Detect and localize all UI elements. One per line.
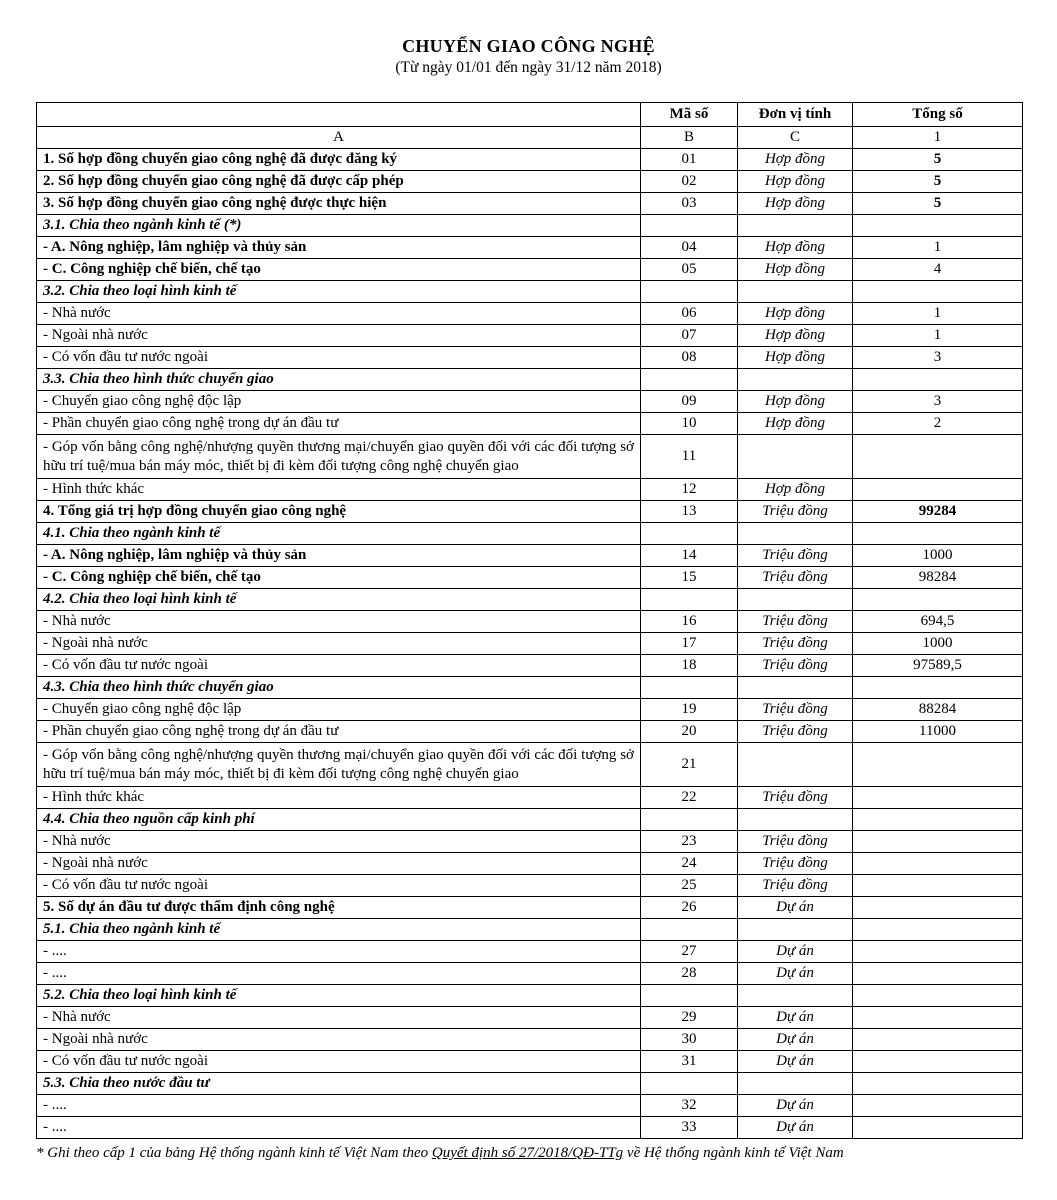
row-label-cell: - Ngoài nhà nước xyxy=(37,633,641,655)
row-label-cell: - Có vốn đầu tư nước ngoài xyxy=(37,347,641,369)
row-code-cell xyxy=(641,215,738,237)
row-unit-cell: Triệu đồng xyxy=(738,501,853,523)
row-code-cell: 16 xyxy=(641,611,738,633)
row-unit-cell: Triệu đồng xyxy=(738,787,853,809)
table-row xyxy=(37,391,1023,413)
table-row xyxy=(37,237,1023,259)
row-code-cell xyxy=(641,523,738,545)
table-row xyxy=(37,787,1023,809)
row-code-cell xyxy=(641,369,738,391)
row-total-cell: 5 xyxy=(853,149,1023,171)
table-row xyxy=(37,303,1023,325)
row-code-cell: 31 xyxy=(641,1051,738,1073)
row-code-cell: 15 xyxy=(641,567,738,589)
row-label-cell: - .... xyxy=(37,963,641,985)
row-label-cell: - Chuyển giao công nghệ độc lập xyxy=(37,699,641,721)
row-total-cell xyxy=(853,523,1023,545)
row-label-cell: - Có vốn đầu tư nước ngoài xyxy=(37,655,641,677)
row-unit-cell xyxy=(738,435,853,479)
row-code-cell xyxy=(641,281,738,303)
row-unit-cell: Triệu đồng xyxy=(738,831,853,853)
row-code-cell: 10 xyxy=(641,413,738,435)
technology-transfer-table xyxy=(36,102,1023,1139)
row-unit-cell: Hợp đồng xyxy=(738,413,853,435)
header-total: Tổng số xyxy=(853,103,1023,127)
table-row xyxy=(37,677,1023,699)
row-label-cell: - C. Công nghiệp chế biến, chế tạo xyxy=(37,259,641,281)
table-row xyxy=(37,1073,1023,1095)
table-row xyxy=(37,193,1023,215)
row-code-cell: 20 xyxy=(641,721,738,743)
row-total-cell xyxy=(853,215,1023,237)
row-label-cell: 5.2. Chia theo loại hình kinh tế xyxy=(37,985,641,1007)
row-total-cell: 1 xyxy=(853,325,1023,347)
row-code-cell xyxy=(641,677,738,699)
row-code-cell: 29 xyxy=(641,1007,738,1029)
table-row xyxy=(37,171,1023,193)
footnote-text-post: về Hệ thống ngành kinh tế Việt Nam xyxy=(623,1145,844,1161)
row-unit-cell: Triệu đồng xyxy=(738,567,853,589)
row-code-cell: 04 xyxy=(641,237,738,259)
table-row xyxy=(37,699,1023,721)
row-label-cell: - Ngoài nhà nước xyxy=(37,853,641,875)
table-row xyxy=(37,1117,1023,1139)
table-row xyxy=(37,1007,1023,1029)
table-row xyxy=(37,259,1023,281)
row-code-cell: 05 xyxy=(641,259,738,281)
table-row xyxy=(37,941,1023,963)
row-label-cell: - Nhà nước xyxy=(37,831,641,853)
table-row xyxy=(37,633,1023,655)
row-unit-cell xyxy=(738,677,853,699)
row-total-cell xyxy=(853,743,1023,787)
table-row xyxy=(37,897,1023,919)
row-code-cell: 02 xyxy=(641,171,738,193)
table-row xyxy=(37,479,1023,501)
row-unit-cell: Hợp đồng xyxy=(738,259,853,281)
row-total-cell xyxy=(853,369,1023,391)
table-header-key-row xyxy=(37,127,1023,149)
footnote-text-pre: * Ghi theo cấp 1 của bảng Hệ thống ngành kinh tế Việt Nam theo xyxy=(36,1145,432,1161)
table-row xyxy=(37,149,1023,171)
row-unit-cell: Dự án xyxy=(738,897,853,919)
table-body xyxy=(37,149,1023,1139)
table-row xyxy=(37,347,1023,369)
row-unit-cell: Hợp đồng xyxy=(738,391,853,413)
row-label-cell: 2. Số hợp đồng chuyển giao công nghệ đã được cấp phép xyxy=(37,171,641,193)
row-code-cell: 19 xyxy=(641,699,738,721)
row-code-cell: 09 xyxy=(641,391,738,413)
table-row xyxy=(37,721,1023,743)
row-total-cell xyxy=(853,589,1023,611)
row-unit-cell: Hợp đồng xyxy=(738,479,853,501)
row-unit-cell: Dự án xyxy=(738,1095,853,1117)
row-unit-cell: Dự án xyxy=(738,1051,853,1073)
row-unit-cell xyxy=(738,369,853,391)
table-row xyxy=(37,567,1023,589)
row-label-cell: 5. Số dự án đầu tư được thẩm định công nghệ xyxy=(37,897,641,919)
table-row xyxy=(37,963,1023,985)
row-label-cell: - Chuyển giao công nghệ độc lập xyxy=(37,391,641,413)
table-row xyxy=(37,325,1023,347)
row-total-cell: 3 xyxy=(853,347,1023,369)
row-total-cell xyxy=(853,809,1023,831)
row-total-cell xyxy=(853,963,1023,985)
row-code-cell: 08 xyxy=(641,347,738,369)
row-unit-cell xyxy=(738,281,853,303)
row-unit-cell: Dự án xyxy=(738,1117,853,1139)
row-total-cell xyxy=(853,875,1023,897)
row-total-cell: 5 xyxy=(853,193,1023,215)
row-total-cell xyxy=(853,897,1023,919)
row-unit-cell: Hợp đồng xyxy=(738,171,853,193)
row-total-cell: 694,5 xyxy=(853,611,1023,633)
row-label-cell: - Nhà nước xyxy=(37,303,641,325)
row-total-cell xyxy=(853,1051,1023,1073)
row-unit-cell: Hợp đồng xyxy=(738,237,853,259)
row-label-cell: - C. Công nghiệp chế biến, chế tạo xyxy=(37,567,641,589)
row-unit-cell: Hợp đồng xyxy=(738,347,853,369)
row-total-cell xyxy=(853,479,1023,501)
table-row xyxy=(37,215,1023,237)
row-label-cell: - Ngoài nhà nước xyxy=(37,325,641,347)
row-total-cell: 2 xyxy=(853,413,1023,435)
row-label-cell: - Phần chuyển giao công nghệ trong dự án đầu tư xyxy=(37,413,641,435)
row-code-cell: 18 xyxy=(641,655,738,677)
row-code-cell: 32 xyxy=(641,1095,738,1117)
table-row xyxy=(37,1051,1023,1073)
row-label-cell: 4.3. Chia theo hình thức chuyển giao xyxy=(37,677,641,699)
row-label-cell: 4. Tổng giá trị hợp đồng chuyển giao công nghệ xyxy=(37,501,641,523)
row-unit-cell: Triệu đồng xyxy=(738,633,853,655)
row-total-cell: 5 xyxy=(853,171,1023,193)
row-unit-cell: Triệu đồng xyxy=(738,699,853,721)
row-unit-cell: Hợp đồng xyxy=(738,325,853,347)
row-label-cell: - A. Nông nghiệp, lâm nghiệp và thủy sản xyxy=(37,545,641,567)
row-code-cell: 12 xyxy=(641,479,738,501)
row-code-cell: 21 xyxy=(641,743,738,787)
table-row xyxy=(37,523,1023,545)
row-total-cell xyxy=(853,1117,1023,1139)
table-row xyxy=(37,281,1023,303)
row-label-cell: - Ngoài nhà nước xyxy=(37,1029,641,1051)
table-row xyxy=(37,589,1023,611)
table-header-row xyxy=(37,103,1023,127)
row-label-cell: - A. Nông nghiệp, lâm nghiệp và thủy sản xyxy=(37,237,641,259)
table-row xyxy=(37,1095,1023,1117)
row-unit-cell xyxy=(738,1073,853,1095)
page-subtitle: (Từ ngày 01/01 đến ngày 31/12 năm 2018) xyxy=(395,59,662,76)
row-code-cell: 24 xyxy=(641,853,738,875)
row-total-cell: 88284 xyxy=(853,699,1023,721)
table-row xyxy=(37,369,1023,391)
row-label-cell: - Nhà nước xyxy=(37,611,641,633)
row-code-cell: 27 xyxy=(641,941,738,963)
row-code-cell xyxy=(641,985,738,1007)
row-code-cell: 30 xyxy=(641,1029,738,1051)
row-code-cell: 07 xyxy=(641,325,738,347)
row-unit-cell: Dự án xyxy=(738,1007,853,1029)
table-row xyxy=(37,919,1023,941)
row-label-cell: 5.1. Chia theo ngành kinh tế xyxy=(37,919,641,941)
table-row xyxy=(37,501,1023,523)
row-unit-cell: Dự án xyxy=(738,963,853,985)
table-row xyxy=(37,1029,1023,1051)
row-unit-cell xyxy=(738,589,853,611)
row-total-cell xyxy=(853,831,1023,853)
row-code-cell: 23 xyxy=(641,831,738,853)
table-row xyxy=(37,985,1023,1007)
row-total-cell: 1000 xyxy=(853,633,1023,655)
row-code-cell xyxy=(641,589,738,611)
row-code-cell: 03 xyxy=(641,193,738,215)
row-total-cell: 3 xyxy=(853,391,1023,413)
footnote xyxy=(36,1145,1022,1162)
row-label-cell: - Góp vốn bằng công nghệ/nhượng quyền thương mại/chuyển giao quyền đối với các đối tượng sở hữu trí tuệ/mua bán máy móc, thiết bị đi kèm đối tượng công nghệ chuyển giao xyxy=(37,743,641,787)
header-indicator xyxy=(37,103,641,127)
row-total-cell xyxy=(853,281,1023,303)
table-row xyxy=(37,743,1023,787)
row-label-cell: 4.1. Chia theo ngành kinh tế xyxy=(37,523,641,545)
row-unit-cell: Hợp đồng xyxy=(738,303,853,325)
table-row xyxy=(37,413,1023,435)
row-unit-cell: Triệu đồng xyxy=(738,721,853,743)
row-code-cell xyxy=(641,919,738,941)
row-total-cell xyxy=(853,941,1023,963)
row-label-cell: 3.2. Chia theo loại hình kinh tế xyxy=(37,281,641,303)
row-code-cell: 28 xyxy=(641,963,738,985)
row-unit-cell xyxy=(738,985,853,1007)
row-unit-cell: Triệu đồng xyxy=(738,655,853,677)
row-label-cell: 5.3. Chia theo nước đầu tư xyxy=(37,1073,641,1095)
row-label-cell: - .... xyxy=(37,1095,641,1117)
row-code-cell: 11 xyxy=(641,435,738,479)
row-total-cell: 4 xyxy=(853,259,1023,281)
row-unit-cell: Triệu đồng xyxy=(738,875,853,897)
row-unit-cell: Dự án xyxy=(738,941,853,963)
row-total-cell: 1000 xyxy=(853,545,1023,567)
row-label-cell: - Hình thức khác xyxy=(37,787,641,809)
row-total-cell xyxy=(853,1007,1023,1029)
row-total-cell: 1 xyxy=(853,303,1023,325)
row-label-cell: - Có vốn đầu tư nước ngoài xyxy=(37,1051,641,1073)
header-key-1: 1 xyxy=(853,127,1023,149)
row-unit-cell: Triệu đồng xyxy=(738,853,853,875)
row-total-cell: 11000 xyxy=(853,721,1023,743)
row-unit-cell: Triệu đồng xyxy=(738,545,853,567)
row-total-cell xyxy=(853,677,1023,699)
row-code-cell: 14 xyxy=(641,545,738,567)
row-code-cell xyxy=(641,1073,738,1095)
row-total-cell: 97589,5 xyxy=(853,655,1023,677)
header-key-c: C xyxy=(738,127,853,149)
row-label-cell: - Có vốn đầu tư nước ngoài xyxy=(37,875,641,897)
table-row xyxy=(37,875,1023,897)
row-unit-cell xyxy=(738,215,853,237)
row-unit-cell xyxy=(738,809,853,831)
footnote-decision-reference: Quyết định số 27/2018/QĐ-TTg xyxy=(431,1145,624,1161)
table-row xyxy=(37,435,1023,479)
row-code-cell: 33 xyxy=(641,1117,738,1139)
row-total-cell: 99284 xyxy=(853,501,1023,523)
row-total-cell: 1 xyxy=(853,237,1023,259)
row-label-cell: - Nhà nước xyxy=(37,1007,641,1029)
row-code-cell: 26 xyxy=(641,897,738,919)
row-total-cell xyxy=(853,1095,1023,1117)
row-label-cell: - Phần chuyển giao công nghệ trong dự án đầu tư xyxy=(37,721,641,743)
row-code-cell xyxy=(641,809,738,831)
row-total-cell: 98284 xyxy=(853,567,1023,589)
row-code-cell: 06 xyxy=(641,303,738,325)
row-label-cell: 1. Số hợp đồng chuyển giao công nghệ đã được đăng ký xyxy=(37,149,641,171)
row-total-cell xyxy=(853,985,1023,1007)
page-title: CHUYỂN GIAO CÔNG NGHỆ xyxy=(402,36,655,56)
row-label-cell: 3. Số hợp đồng chuyển giao công nghệ được thực hiện xyxy=(37,193,641,215)
row-unit-cell xyxy=(738,523,853,545)
row-unit-cell: Triệu đồng xyxy=(738,611,853,633)
row-total-cell xyxy=(853,435,1023,479)
header-unit: Đơn vị tính xyxy=(738,103,853,127)
row-label-cell: 3.3. Chia theo hình thức chuyển giao xyxy=(37,369,641,391)
row-unit-cell xyxy=(738,743,853,787)
row-code-cell: 13 xyxy=(641,501,738,523)
row-unit-cell xyxy=(738,919,853,941)
row-code-cell: 01 xyxy=(641,149,738,171)
row-label-cell: - .... xyxy=(37,1117,641,1139)
row-label-cell: - .... xyxy=(37,941,641,963)
row-code-cell: 17 xyxy=(641,633,738,655)
header-key-b: B xyxy=(641,127,738,149)
row-total-cell xyxy=(853,919,1023,941)
table-row xyxy=(37,853,1023,875)
header-code: Mã số xyxy=(641,103,738,127)
row-label-cell: - Góp vốn bằng công nghệ/nhượng quyền thương mại/chuyển giao quyền đối với các đối tượng sở hữu trí tuệ/mua bán máy móc, thiết bị đi kèm đối tượng công nghệ chuyển giao xyxy=(37,435,641,479)
row-total-cell xyxy=(853,1029,1023,1051)
row-unit-cell: Hợp đồng xyxy=(738,193,853,215)
table-row xyxy=(37,655,1023,677)
row-label-cell: 4.4. Chia theo nguồn cấp kinh phí xyxy=(37,809,641,831)
row-total-cell xyxy=(853,787,1023,809)
table-row xyxy=(37,611,1023,633)
header-key-a: A xyxy=(37,127,641,149)
row-unit-cell: Hợp đồng xyxy=(738,149,853,171)
row-label-cell: - Hình thức khác xyxy=(37,479,641,501)
table-row xyxy=(37,545,1023,567)
row-label-cell: 3.1. Chia theo ngành kinh tế (*) xyxy=(37,215,641,237)
row-unit-cell: Dự án xyxy=(738,1029,853,1051)
row-label-cell: 4.2. Chia theo loại hình kinh tế xyxy=(37,589,641,611)
row-code-cell: 22 xyxy=(641,787,738,809)
row-total-cell xyxy=(853,853,1023,875)
row-total-cell xyxy=(853,1073,1023,1095)
row-code-cell: 25 xyxy=(641,875,738,897)
table-row xyxy=(37,831,1023,853)
table-row xyxy=(37,809,1023,831)
